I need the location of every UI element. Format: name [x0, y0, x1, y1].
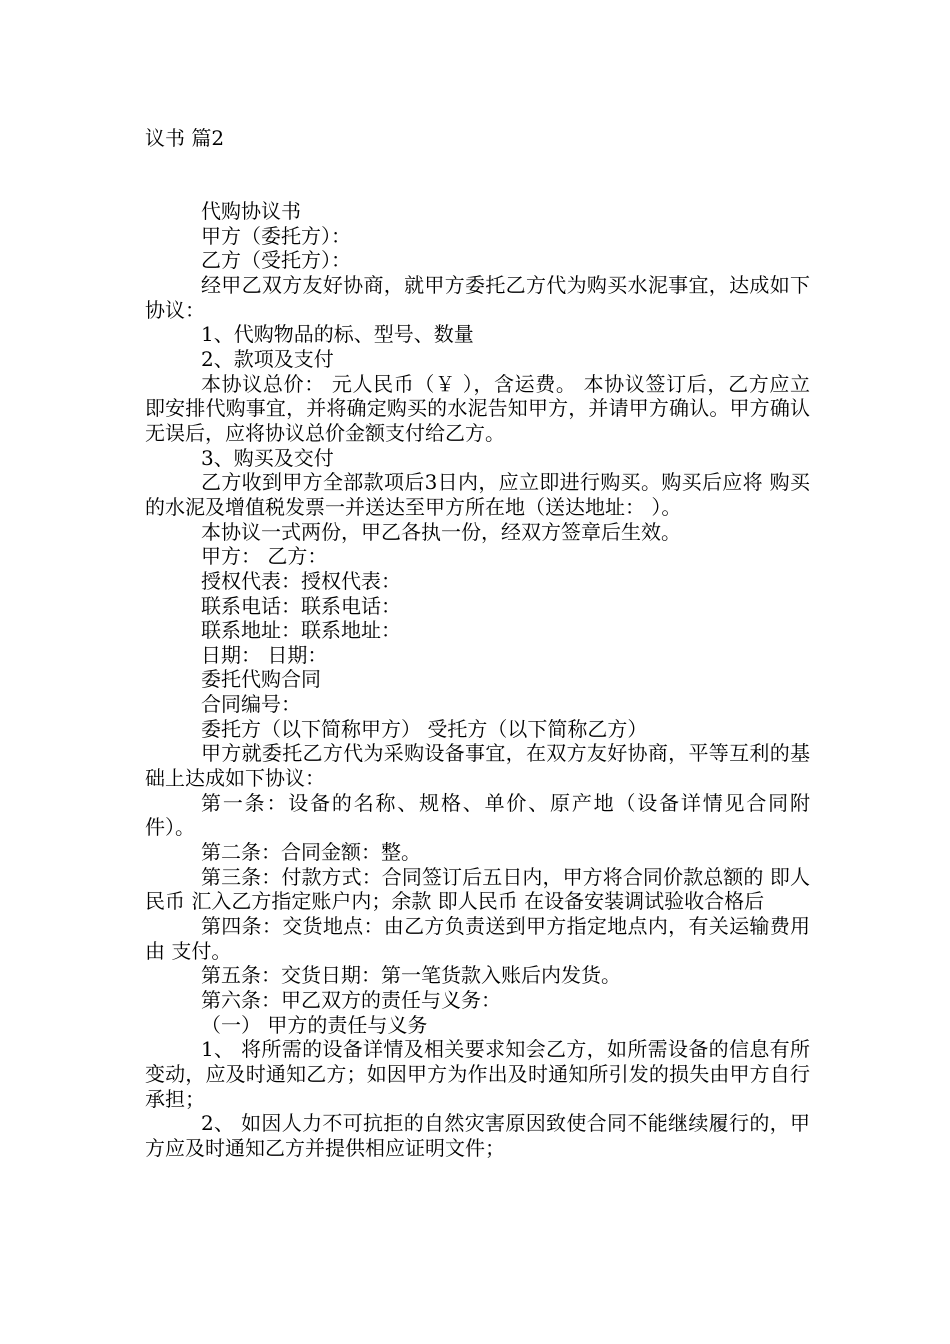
paragraph: 乙方收到甲方全部款项后3日内，应立即进行购买。购买后应将 购买的水泥及增值税发票一并送达至甲方所在地（送达地址： ）。 [145, 470, 810, 519]
paragraph: 经甲乙双方友好协商，就甲方委托乙方代为购买水泥事宜，达成如下协议： [145, 272, 810, 322]
article: 第六条：甲乙双方的责任与义务： [201, 988, 501, 1012]
doc-title-contract: 委托代购合同 [201, 667, 321, 692]
signature-line: 联系电话：联系电话： [201, 593, 401, 618]
paragraph: 本协议总价： 元人民币（￥ ），含运费。 本协议签订后，乙方应立即安排代购事宜，并将确定购买的水泥告知甲方，并请甲方确认。甲方确认无误后，应将协议总价金额支付给乙方。 [145, 371, 810, 445]
party-b-line: 乙方（受托方）： [201, 248, 351, 273]
signature-line: 甲方： 乙方： [201, 544, 328, 569]
party-a-line: 甲方（委托方）： [201, 223, 351, 248]
paragraph: 甲方就委托乙方代为采购设备事宜，在双方友好协商，平等互利的基础上达成如下协议： [145, 741, 810, 791]
sub-clause: 2、 如因人力不可抗拒的自然灾害原因致使合同不能继续履行的，甲方应及时通知乙方并提供相应证明文件； [145, 1111, 810, 1160]
parties-line: 委托方（以下简称甲方） 受托方（以下简称乙方） [201, 716, 648, 741]
signature-line: 日期： 日期： [201, 642, 328, 667]
article: 第一条：设备的名称、规格、单价、原产地（设备详情见合同附件）。 [145, 790, 810, 840]
article: 第三条：付款方式：合同签订后五日内，甲方将合同价款总额的 即人民币 汇入乙方指定账户内；余款 即人民币 在设备安装调试验收合格后 [145, 864, 810, 914]
article: 第五条：交货日期：第一笔货款入账后内发货。 [201, 963, 621, 988]
doc-title-daigou: 代购协议书 [201, 199, 301, 223]
clause-item: 1、代购物品的标、型号、数量 [201, 322, 474, 347]
clause-item: 3、购买及交付 [201, 445, 334, 470]
section-heading: 议书 篇2 [145, 126, 225, 150]
document-body [145, 199, 810, 1161]
signature-line: 授权代表：授权代表： [201, 568, 401, 593]
sub-clause: 1、 将所需的设备详情及相关要求知会乙方，如所需设备的信息有所变动，应及时通知乙方；如因甲方为作出及时通知所引发的损失由甲方自行承担； [145, 1037, 810, 1111]
paragraph: 本协议一式两份，甲乙各执一份，经双方签章后生效。 [201, 519, 681, 544]
signature-line: 联系地址：联系地址： [201, 618, 401, 643]
sub-heading: （一） 甲方的责任与义务 [201, 1012, 428, 1037]
clause-item: 2、款项及支付 [201, 346, 334, 371]
article: 第四条：交货地点：由乙方负责送到甲方指定地点内，有关运输费用由 支付。 [145, 914, 810, 963]
article: 第二条：合同金额：整。 [201, 840, 421, 865]
contract-number-line: 合同编号： [201, 692, 301, 717]
